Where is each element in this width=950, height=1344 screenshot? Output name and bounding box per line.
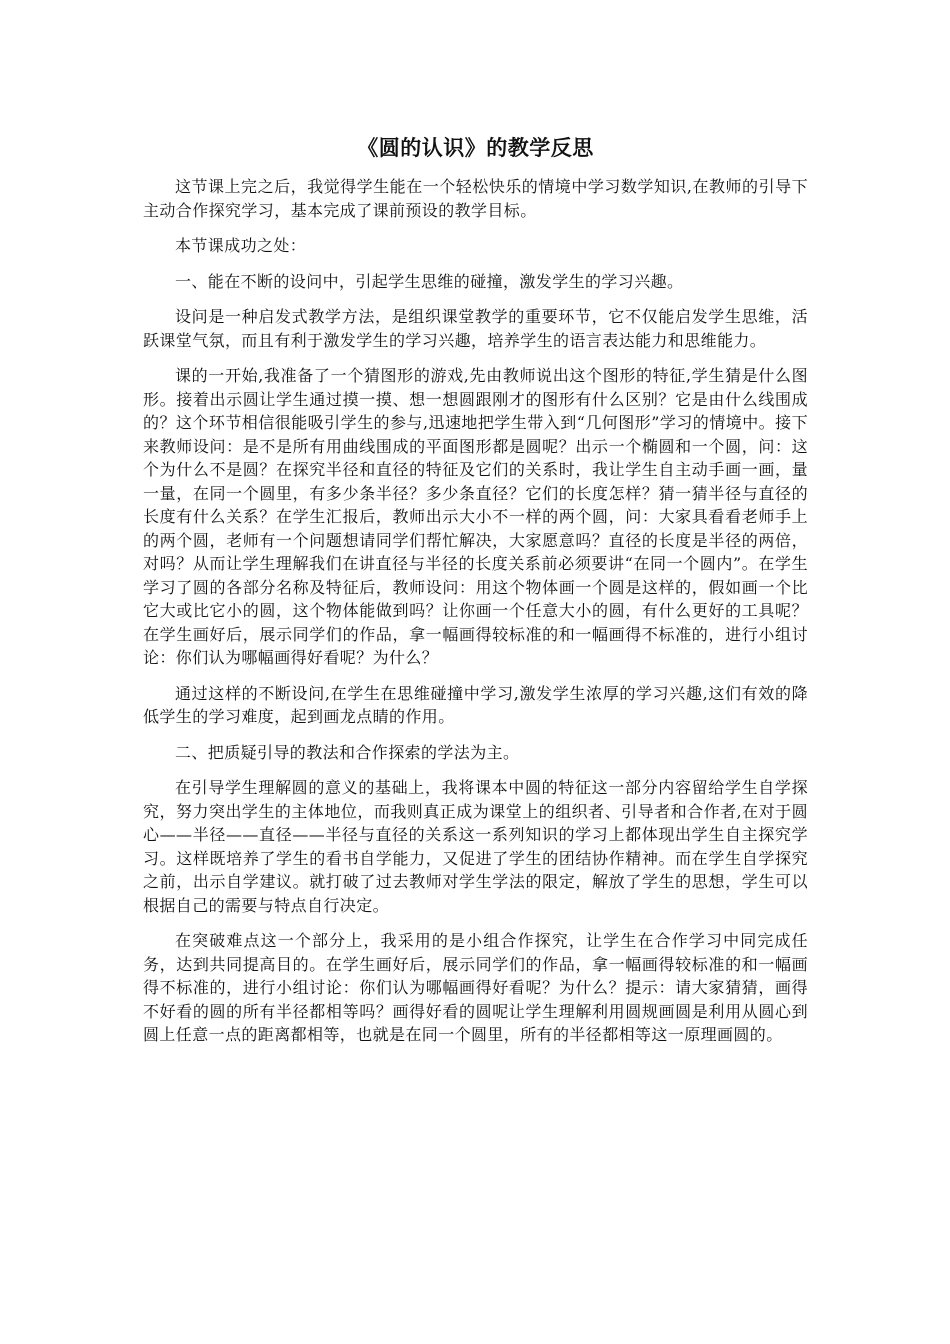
paragraph-intro: 这节课上完之后，我觉得学生能在一个轻松快乐的情境中学习数学知识,在教师的引导下主动合作探究学习，基本完成了课前预设的教学目标。 (143, 177, 808, 220)
paragraph-group-cooperation: 在突破难点这一个部分上，我采用的是小组合作探究，让学生在合作学习中同完成任务，达到共同提高目的。在学生画好后，展示同学们的作品，拿一幅画得较标准的和一幅画得不标准的，进行小组讨论：你们认为哪幅画得好看呢？为什么？提示：请大家猜猜，画得不好看的圆的所有半径都相等吗？画得好看的圆呢让学生理解利用圆规画圆是利用从圆心到圆上任意一点的距离都相等，也就是在同一个圆里，所有的半径都相等这一原理画圆的。 (143, 931, 808, 1044)
paragraph-questioning-method: 设问是一种启发式教学方法，是组织课堂教学的重要环节，它不仅能启发学生思维，活跃课堂气氛，而且有利于激发学生的学习兴趣，培养学生的语言表达能力和思维能力。 (143, 307, 808, 350)
section-heading-1: 一、能在不断的设问中，引起学生思维的碰撞，激发学生的学习兴趣。 (175, 271, 684, 291)
paragraph-lesson-process: 课的一开始,我准备了一个猜图形的游戏,先由教师说出这个图形的特征,学生猜是什么图形。接着出示圆让学生通过摸一摸、想一想圆跟刚才的图形有什么区别？它是由什么线围成的？这个环节相信很能吸引学生的参与,迅速地把学生带入到“几何图形”学习的情境中。接下来教师设问：是不是所有用曲线围成的平面图形都是圆呢？出示一个椭圆和一个圆，问：这个为什么不是圆？在探究半径和直径的特征及它们的关系时，我让学生自主动手画一画，量一量，在同一个圆里，有多少条半径？多少条直径？它们的长度怎样？猜一猜半径与直径的长度有什么关系？在学生汇报后，教师出示大小不一样的两个圆，问：大家具看看老师手上的两个圆，老师有一个问题想请同学们帮忙解决，大家愿意吗？直径的长度是半径的两倍，对吗？从而让学生理解我们在讲直径与半径的长度关系前必须要讲“在同一个圆内”。在学生学习了圆的各部分名称及特征后，教师设问：用这个物体画一个圆是这样的，假如画一个比它大或比它小的圆，这个物体能做到吗？让你画一个任意大小的圆，有什么更好的工具呢？在学生画好后，展示同学们的作品，拿一幅画得较标准的和一幅画得不标准的，进行小组讨论：你们认为哪幅画得好看呢？为什么？ (143, 366, 808, 667)
paragraph-self-study: 在引导学生理解圆的意义的基础上，我将课本中圆的特征这一部分内容留给学生自学探究，努力突出学生的主体地位，而我则真正成为课堂上的组织者、引导者和合作者,在对于圆心——半径——直径——半径与直径的关系这一系列知识的学习上都体现出学生自主探究学习。这样既培养了学生的看书自学能力，又促进了学生的团结协作精神。而在学生自学探究之前，出示自学建议。就打破了过去教师对学生学法的限定，解放了学生的思想，学生可以根据自己的需要与特点自行决定。 (143, 778, 808, 915)
document-body (143, 133, 808, 1059)
paragraph-questioning-effect: 通过这样的不断设问,在学生在思维碰撞中学习,激发学生浓厚的学习兴趣,这们有效的降低学生的学习难度，起到画龙点睛的作用。 (143, 683, 808, 726)
paragraph-success-heading: 本节课成功之处： (175, 236, 307, 255)
section-heading-2: 二、把质疑引导的教法和合作探索的学法为主。 (175, 742, 520, 762)
document-title: 《圆的认识》的教学反思 (357, 135, 594, 160)
